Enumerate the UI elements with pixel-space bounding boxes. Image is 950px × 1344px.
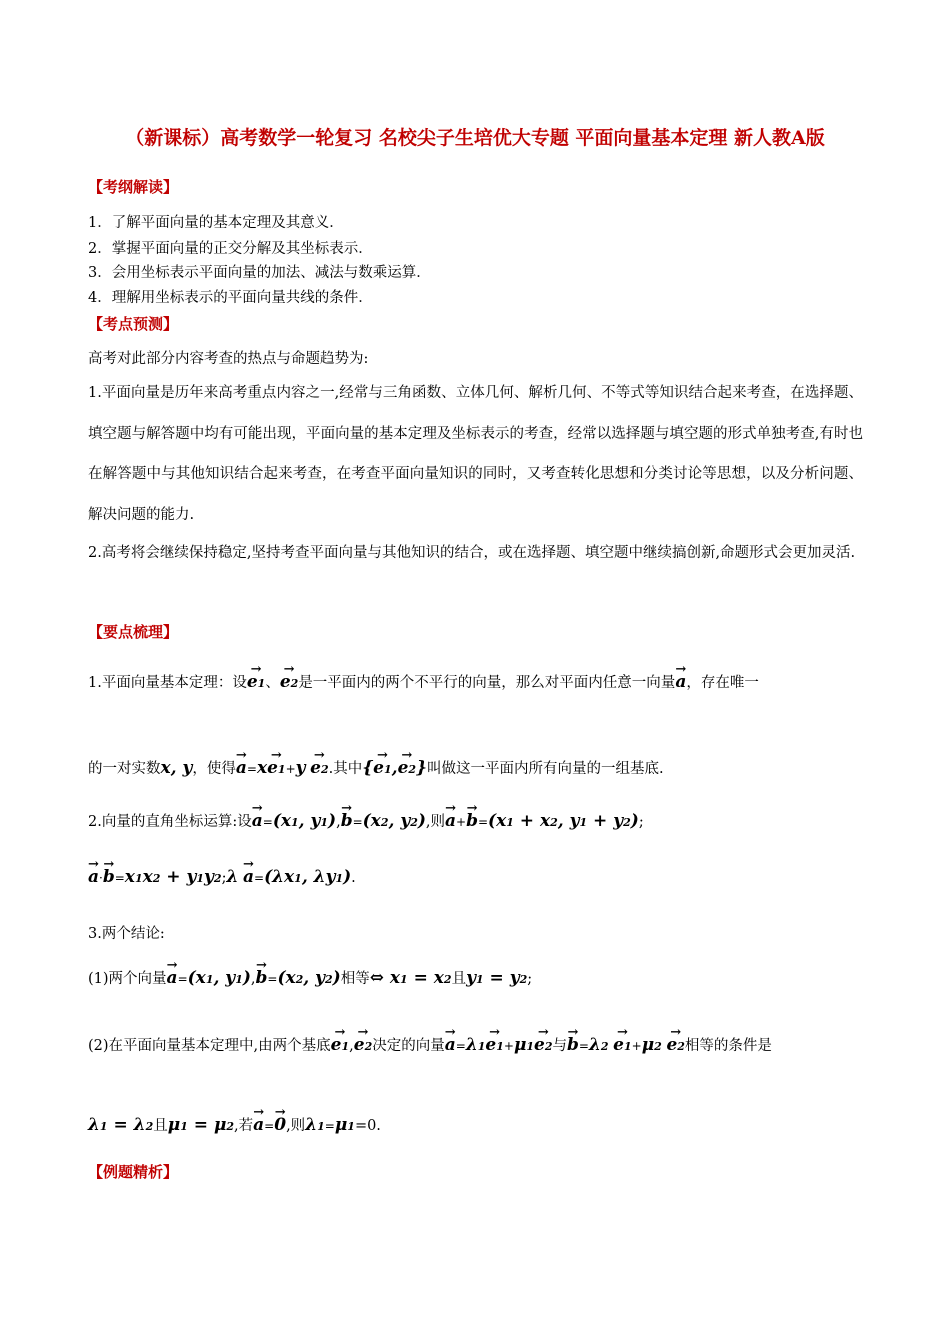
summary-conclusion-2-condition: λ1 = λ2且μ1 = μ2,若→ a=→ 0,则λ1=μ1=0. [88, 1110, 381, 1137]
formula-a: → a [675, 667, 686, 691]
formula-a-equal: → a [167, 963, 178, 987]
summary-point-1-line-2: 的一对实数x, y，使得→ a=x→ e1+y → e2.其中{→ e1,→ e2}叫做这一平面内所有向量的一组基底. [88, 753, 664, 779]
forecast-intro: 高考对此部分内容考查的热点与命题趋势为: [88, 351, 369, 367]
summary-conclusion-2: (2)在平面向量基本定理中,由两个基底→ e1,→ e2决定的向量→ a=λ1→ e1+μ1→ e2与→ b=λ2 → e1+μ2 → e2相等的条件是 [88, 1030, 772, 1057]
formula-a-basis: → a [445, 1030, 456, 1054]
formula-dot-product: → a [88, 862, 99, 886]
outline-item-2: 2．掌握平面向量的正交分解及其坐标表示． [88, 241, 373, 257]
formula-decomposition: → a [236, 753, 247, 777]
formula-e1: → e1 [247, 667, 265, 692]
formula-sum: → a [445, 806, 456, 830]
formula-x-y: x, y [160, 758, 193, 778]
formula-lambda-mu-equal: λ1 = λ2 [88, 1115, 154, 1135]
formula-equivalence: ⇔ x1 = x2 [369, 968, 452, 988]
section-heading-forecast: 【考点预测】 [88, 315, 179, 333]
section-heading-summary: 【要点梳理】 [88, 623, 179, 641]
formula-b-basis: → b [567, 1030, 579, 1054]
document-title: （新课标）高考数学一轮复习 名校尖子生培优大专题 平面向量基本定理 新人教A版 [125, 127, 825, 149]
forecast-paragraph-1: 1.平面向量是历年来高考重点内容之一,经常与三角函数、立体几何、解析几何、不等式等知识结合起来考查，在选择题、填空题与解答题中均有可能出现，平面向量的基本定理及坐标表示的考查，经常以选择题与填空题的形式单独考查,有时也在解答题中与其他知识结合起来考查，在考查平面向量知识的同时，又考查转化思想和分类讨论等思想，以及分析问题、解决问题的能力. [88, 385, 863, 523]
formula-scalar-multiple: λ [226, 867, 239, 887]
formula-b-coords: → b [341, 806, 353, 830]
summary-point-3-title: 3.两个结论: [88, 926, 165, 942]
outline-item-4: 4．理解用坐标表示的平面向量共线的条件． [88, 290, 373, 306]
section-heading-outline: 【考纲解读】 [88, 178, 179, 196]
summary-point-2-line-2: → a·→ b=x1x2 + y1y2;λ → a=(λx1, λy1). [88, 862, 356, 889]
forecast-paragraph-2: 2.高考将会继续保持稳定,坚持考查平面向量与其他知识的结合，或在选择题、填空题中继续搞创新,命题形式会更加灵活. [88, 545, 856, 561]
outline-item-3: 3．会用坐标表示平面向量的加法、减法与数乘运算． [88, 265, 431, 281]
formula-e2: → e2 [280, 667, 298, 692]
summary-conclusion-1: (1)两个向量→ a=(x1, y1),→ b=(x2, y2)相等⇔ x1 = x2且y1 = y2; [88, 963, 532, 990]
outline-item-1: 1．了解平面向量的基本定理及其意义． [88, 215, 344, 231]
summary-point-2-line-1: 2.向量的直角坐标运算:设→ a=(x1, y1),→ b=(x2, y2),则→ a+→ b=(x1 + x2, y1 + y2); [88, 806, 644, 833]
formula-basis: { [362, 758, 374, 778]
formula-zero-vector: → a [253, 1110, 264, 1134]
section-heading-examples: 【例题精析】 [88, 1163, 179, 1181]
summary-point-1-line-1: 1.平面向量基本定理：设→ e1、→ e2是一平面内的两个不平行的向量，那么对平面内任意一向量→ a，存在唯一 [88, 667, 759, 693]
formula-a-coords: → a [252, 806, 263, 830]
